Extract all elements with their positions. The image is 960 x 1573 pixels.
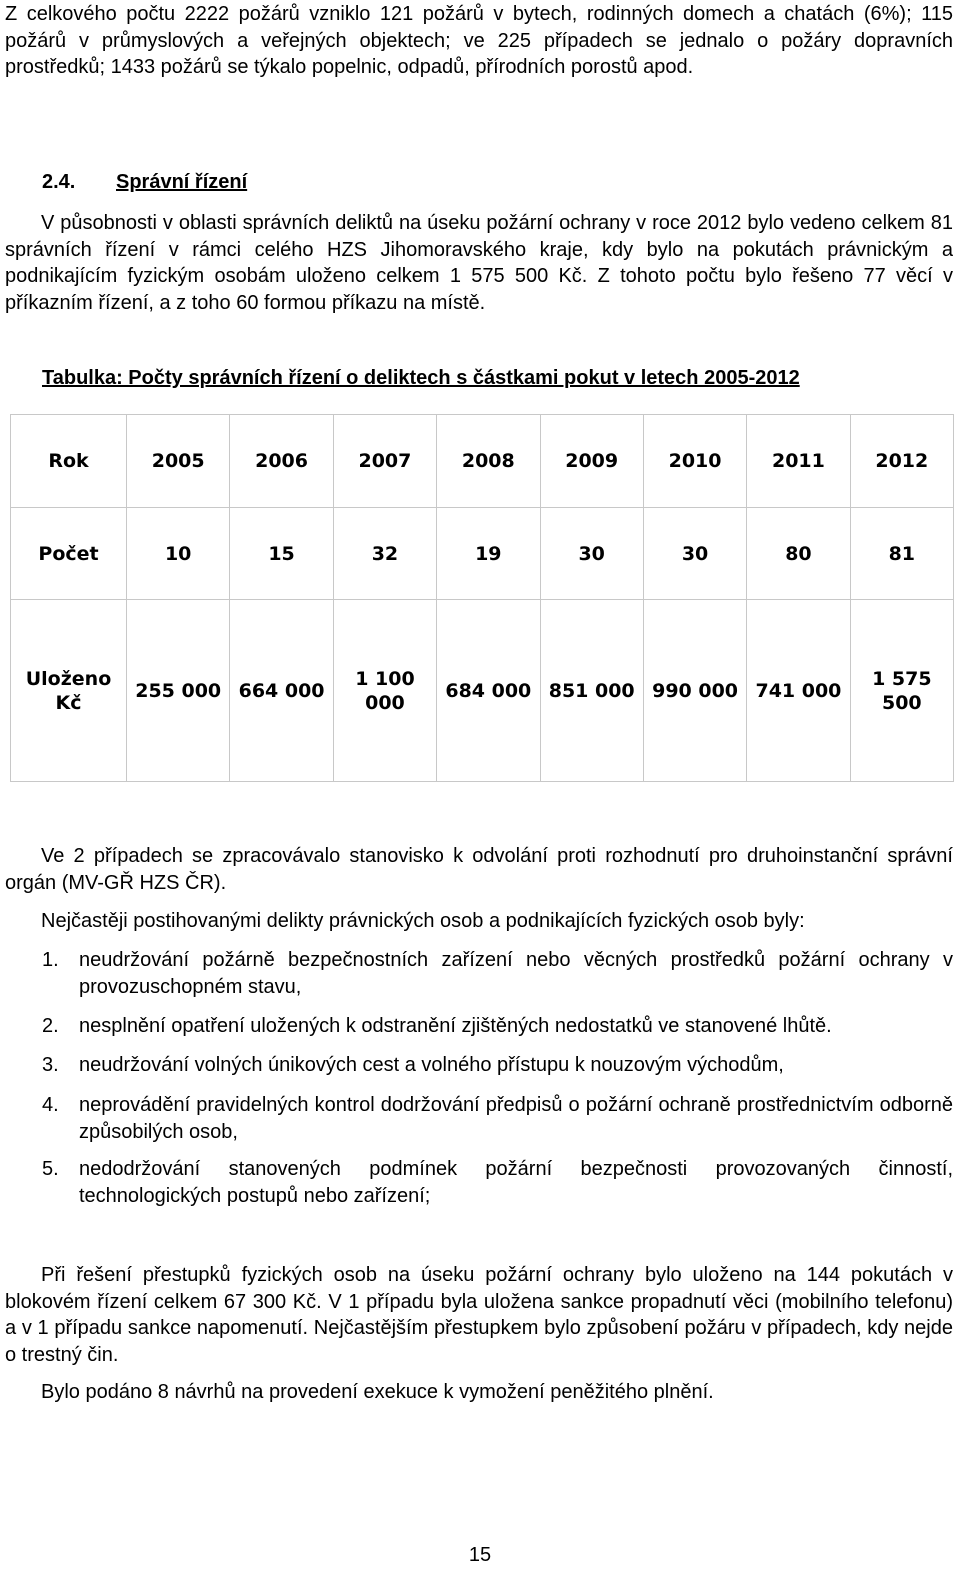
row-label: Uloženo Kč (11, 600, 127, 782)
intro-paragraph: Z celkového počtu 2222 požárů vzniklo 121 požárů v bytech, rodinných domech a chatách (6%); 115 požárů v průmyslových a veřejných objektech; ve 225 případech se jednalo o požáry dopravních prostředků; 1433 požárů se týkalo popelnic, odpadů, přírodních porostů apod. (5, 3, 953, 78)
list-item-text: nesplnění opatření uložených k odstranění zjištěných nedostatků ve stanovené lhůtě. (79, 1015, 832, 1037)
section-paragraph: V působnosti v oblasti správních deliktů na úseku požární ochrany v roce 2012 bylo vedeno celkem 81 správních řízení v rámci celého HZS Jihomoravského kraje, kdy bylo na pokutách právnickým a podnikajícím fyzickým osobám uloženo celkem 1 575 500 Kč. Z tohoto počtu bylo řešeno 77 věcí v příkazním řízení, a z toho 60 formou příkazu na místě. (5, 212, 953, 314)
table-cell: 664 000 (230, 600, 333, 782)
section-number: 2.4. (42, 171, 76, 193)
list-item-number: 2. (42, 1015, 59, 1037)
fines-table (10, 414, 954, 782)
table-cell: 32 (333, 507, 436, 600)
table-caption: Tabulka: Počty správních řízení o deliktech s částkami pokut v letech 2005-2012 (42, 367, 800, 389)
list-item-number: 3. (42, 1054, 59, 1076)
list-item (42, 1052, 953, 1079)
count-row (11, 507, 954, 600)
table-cell: 15 (230, 507, 333, 600)
list-item (42, 1156, 953, 1209)
list-item-text: neudržování volných únikových cest a volného přístupu k nouzovým východům, (79, 1054, 784, 1076)
table-cell: 2010 (643, 415, 746, 508)
amount-row (11, 600, 954, 782)
year-row (11, 415, 954, 508)
list-item (42, 1092, 953, 1145)
table-cell: 1 100 000 (333, 600, 436, 782)
list-item-text: nedodržování stanovených podmínek požární bezpečnosti provozovaných činností, technologických postupů nebo zařízení; (79, 1158, 953, 1207)
table-cell: 851 000 (540, 600, 643, 782)
table-cell: 741 000 (747, 600, 850, 782)
table-cell: 10 (127, 507, 230, 600)
table-cell: 30 (643, 507, 746, 600)
section-heading (42, 171, 247, 194)
table-cell: 2011 (747, 415, 850, 508)
list-item-text: neudržování požárně bezpečnostních zařízení nebo věcných prostředků požární ochrany v provozuschopném stavu, (79, 949, 953, 998)
page-number: 15 (468, 1544, 492, 1566)
table-cell: 2009 (540, 415, 643, 508)
persons-paragraph: Při řešení přestupků fyzických osob na úseku požární ochrany bylo uloženo na 144 pokutách v blokovém řízení celkem 67 300 Kč. V 1 případu byla uložena sankce propadnutí věci (mobilního telefonu) a v 1 případu sankce napomenutí. Nejčastějším přestupkem bylo způsobení požáru v případech, kdy nejde o trestný čin. (5, 1264, 953, 1366)
table-cell: 30 (540, 507, 643, 600)
execution-paragraph: Bylo podáno 8 návrhů na provedení exekuce k vymožení peněžitého plnění. (41, 1381, 714, 1403)
table-cell: 2006 (230, 415, 333, 508)
table-cell: 2012 (850, 415, 953, 508)
list-intro: Nejčastěji postihovanými delikty právnických osob a podnikajících fyzických osob byly: (41, 910, 805, 932)
table-cell: 2005 (127, 415, 230, 508)
list-item-number: 1. (42, 949, 59, 971)
table-cell: 80 (747, 507, 850, 600)
table-cell: 19 (437, 507, 540, 600)
row-label: Počet (11, 507, 127, 600)
table-cell: 2008 (437, 415, 540, 508)
table-cell: 990 000 (643, 600, 746, 782)
section-title: Správní řízení (116, 171, 248, 193)
row-label: Rok (11, 415, 127, 508)
table-cell: 81 (850, 507, 953, 600)
list-item (42, 1013, 953, 1040)
table-cell: 1 575 500 (850, 600, 953, 782)
table-cell: 255 000 (127, 600, 230, 782)
list-item (42, 947, 953, 1000)
table-cell: 2007 (333, 415, 436, 508)
table-cell: 684 000 (437, 600, 540, 782)
appeal-paragraph: Ve 2 případech se zpracovávalo stanovisko k odvolání proti rozhodnutí pro druhoinstanční správní orgán (MV-GŘ HZS ČR). (5, 845, 953, 894)
list-item-number: 5. (42, 1158, 59, 1180)
list-item-text: neprovádění pravidelných kontrol dodržování předpisů o požární ochraně prostřednictvím odborně způsobilých osob, (79, 1094, 953, 1143)
list-item-number: 4. (42, 1094, 59, 1116)
